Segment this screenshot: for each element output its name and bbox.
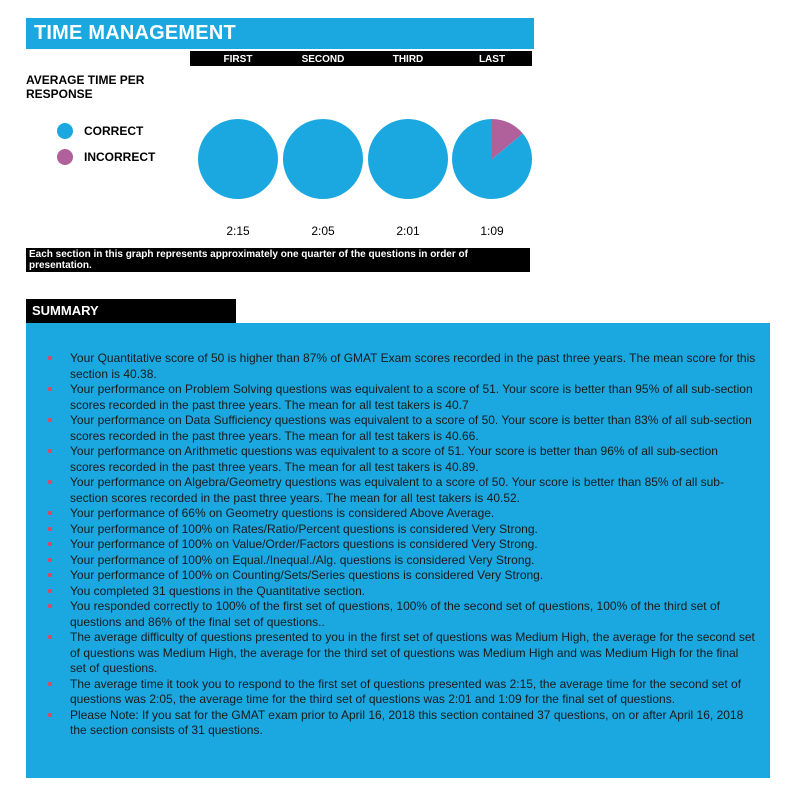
summary-item-text: Your Quantitative score of 50 is higher than 87% of GMAT Exam scores recorded in the past three years. The mean score for this section is 40.38. [70,351,756,381]
summary-item [48,553,756,569]
summary-item-text: The average difficulty of questions presented to you in the first set of questions was Medium High, the average for the second set of questions was Medium High, the average for the third set of questions was Medium High and was Medium High for the final set of questions. [70,630,755,675]
bullet-icon [48,682,52,686]
summary-item [48,677,756,708]
chart-note: Each section in this graph represents approximately one quarter of the questions in order of presentation. [26,248,530,272]
summary-item-text: Your performance on Problem Solving questions was equivalent to a score of 51. Your score is better than 95% of all sub-section scores recorded in the past three years. The mean for all test takers is 40.7 [70,382,753,412]
summary-item-text: Your performance on Data Sufficiency questions was equivalent to a score of 50. Your score is better than 83% of all sub-section scores recorded in the past three years. The mean for all test takers is 40.66. [70,413,752,443]
summary-item [48,630,756,677]
legend-label-correct: CORRECT [84,124,144,138]
summary-item [48,537,756,553]
summary-item [48,584,756,600]
summary-item-text: Your performance on Arithmetic questions was equivalent to a score of 51. Your score is better than 96% of all sub-section scores recorded in the past three years. The mean for all test takers is 40.89. [70,444,718,474]
summary-item-text: You responded correctly to 100% of the first set of questions, 100% of the second set of questions, 100% of the third set of questions and 86% of the final set of questions.. [70,599,720,629]
summary-item-text: Your performance of 100% on Rates/Ratio/Percent questions is considered Very Strong. [70,521,538,536]
pie-slice-correct [368,119,448,199]
bullet-icon [48,604,52,608]
summary-item-text: Please Note: If you sat for the GMAT exam prior to April 16, 2018 this section contained 37 questions, on or after April 16, 2018 the section consists of 31 questions. [70,707,744,737]
time-label: 2:05 [311,224,335,238]
summary-item [48,444,756,475]
summary-item [48,382,756,413]
summary-item [48,568,756,584]
column-label: THIRD [392,54,424,65]
bullet-icon [48,356,52,360]
summary-item [48,413,756,444]
summary-item-text: Your performance of 100% on Equal./Inequal./Alg. questions is considered Very Strong. [70,552,535,567]
column-label: SECOND [301,54,345,65]
time-label: 2:15 [226,224,250,238]
incorrect-swatch [57,149,73,165]
time-pie-chart [190,51,532,249]
bullet-icon [48,573,52,577]
pie-slice-correct [283,119,363,199]
bullet-icon [48,635,52,639]
bullet-icon [48,387,52,391]
bullet-icon [48,511,52,515]
summary-item-text: Your performance of 100% on Counting/Sets/Series questions is considered Very Strong. [70,568,544,582]
bullet-icon [48,589,52,593]
summary-list [48,351,756,739]
bullet-icon [48,527,52,531]
summary-item [48,599,756,630]
summary-header: SUMMARY [26,299,236,323]
summary-item [48,708,756,739]
summary-item-text: Your performance on Algebra/Geometry questions was equivalent to a score of 50. Your score is better than 85% of all sub-section scores recorded in the past three years. The mean for all test takers is 40.52. [70,475,724,505]
legend-title: AVERAGE TIME PER RESPONSE [26,73,145,101]
bullet-icon [48,558,52,562]
time-label: 2:01 [396,224,420,238]
time-management-header: TIME MANAGEMENT [26,18,534,49]
pie-slice-correct [198,119,278,199]
summary-item [48,351,756,382]
summary-panel [26,323,770,778]
summary-item-text: The average time it took you to respond to the first set of questions presented was 2:15, the average time for the second set of questions was 2:05, the average time for the third set of questions was 2:01 and 1:09 for the final set of questions. [70,676,742,706]
summary-item-text: Your performance of 100% on Value/Order/Factors questions is considered Very Strong. [70,537,538,551]
correct-swatch [57,123,73,139]
summary-item [48,475,756,506]
column-label: FIRST [223,54,253,65]
bullet-icon [48,713,52,717]
bullet-icon [48,449,52,453]
summary-item [48,522,756,538]
bullet-icon [48,418,52,422]
time-label: 1:09 [480,224,504,238]
legend-label-incorrect: INCORRECT [84,150,156,164]
bullet-icon [48,480,52,484]
summary-item-text: Your performance of 66% on Geometry questions is considered Above Average. [70,506,495,520]
bullet-icon [48,542,52,546]
column-label: LAST [478,54,506,65]
summary-item [48,506,756,522]
summary-item-text: You completed 31 questions in the Quantitative section. [70,583,366,598]
